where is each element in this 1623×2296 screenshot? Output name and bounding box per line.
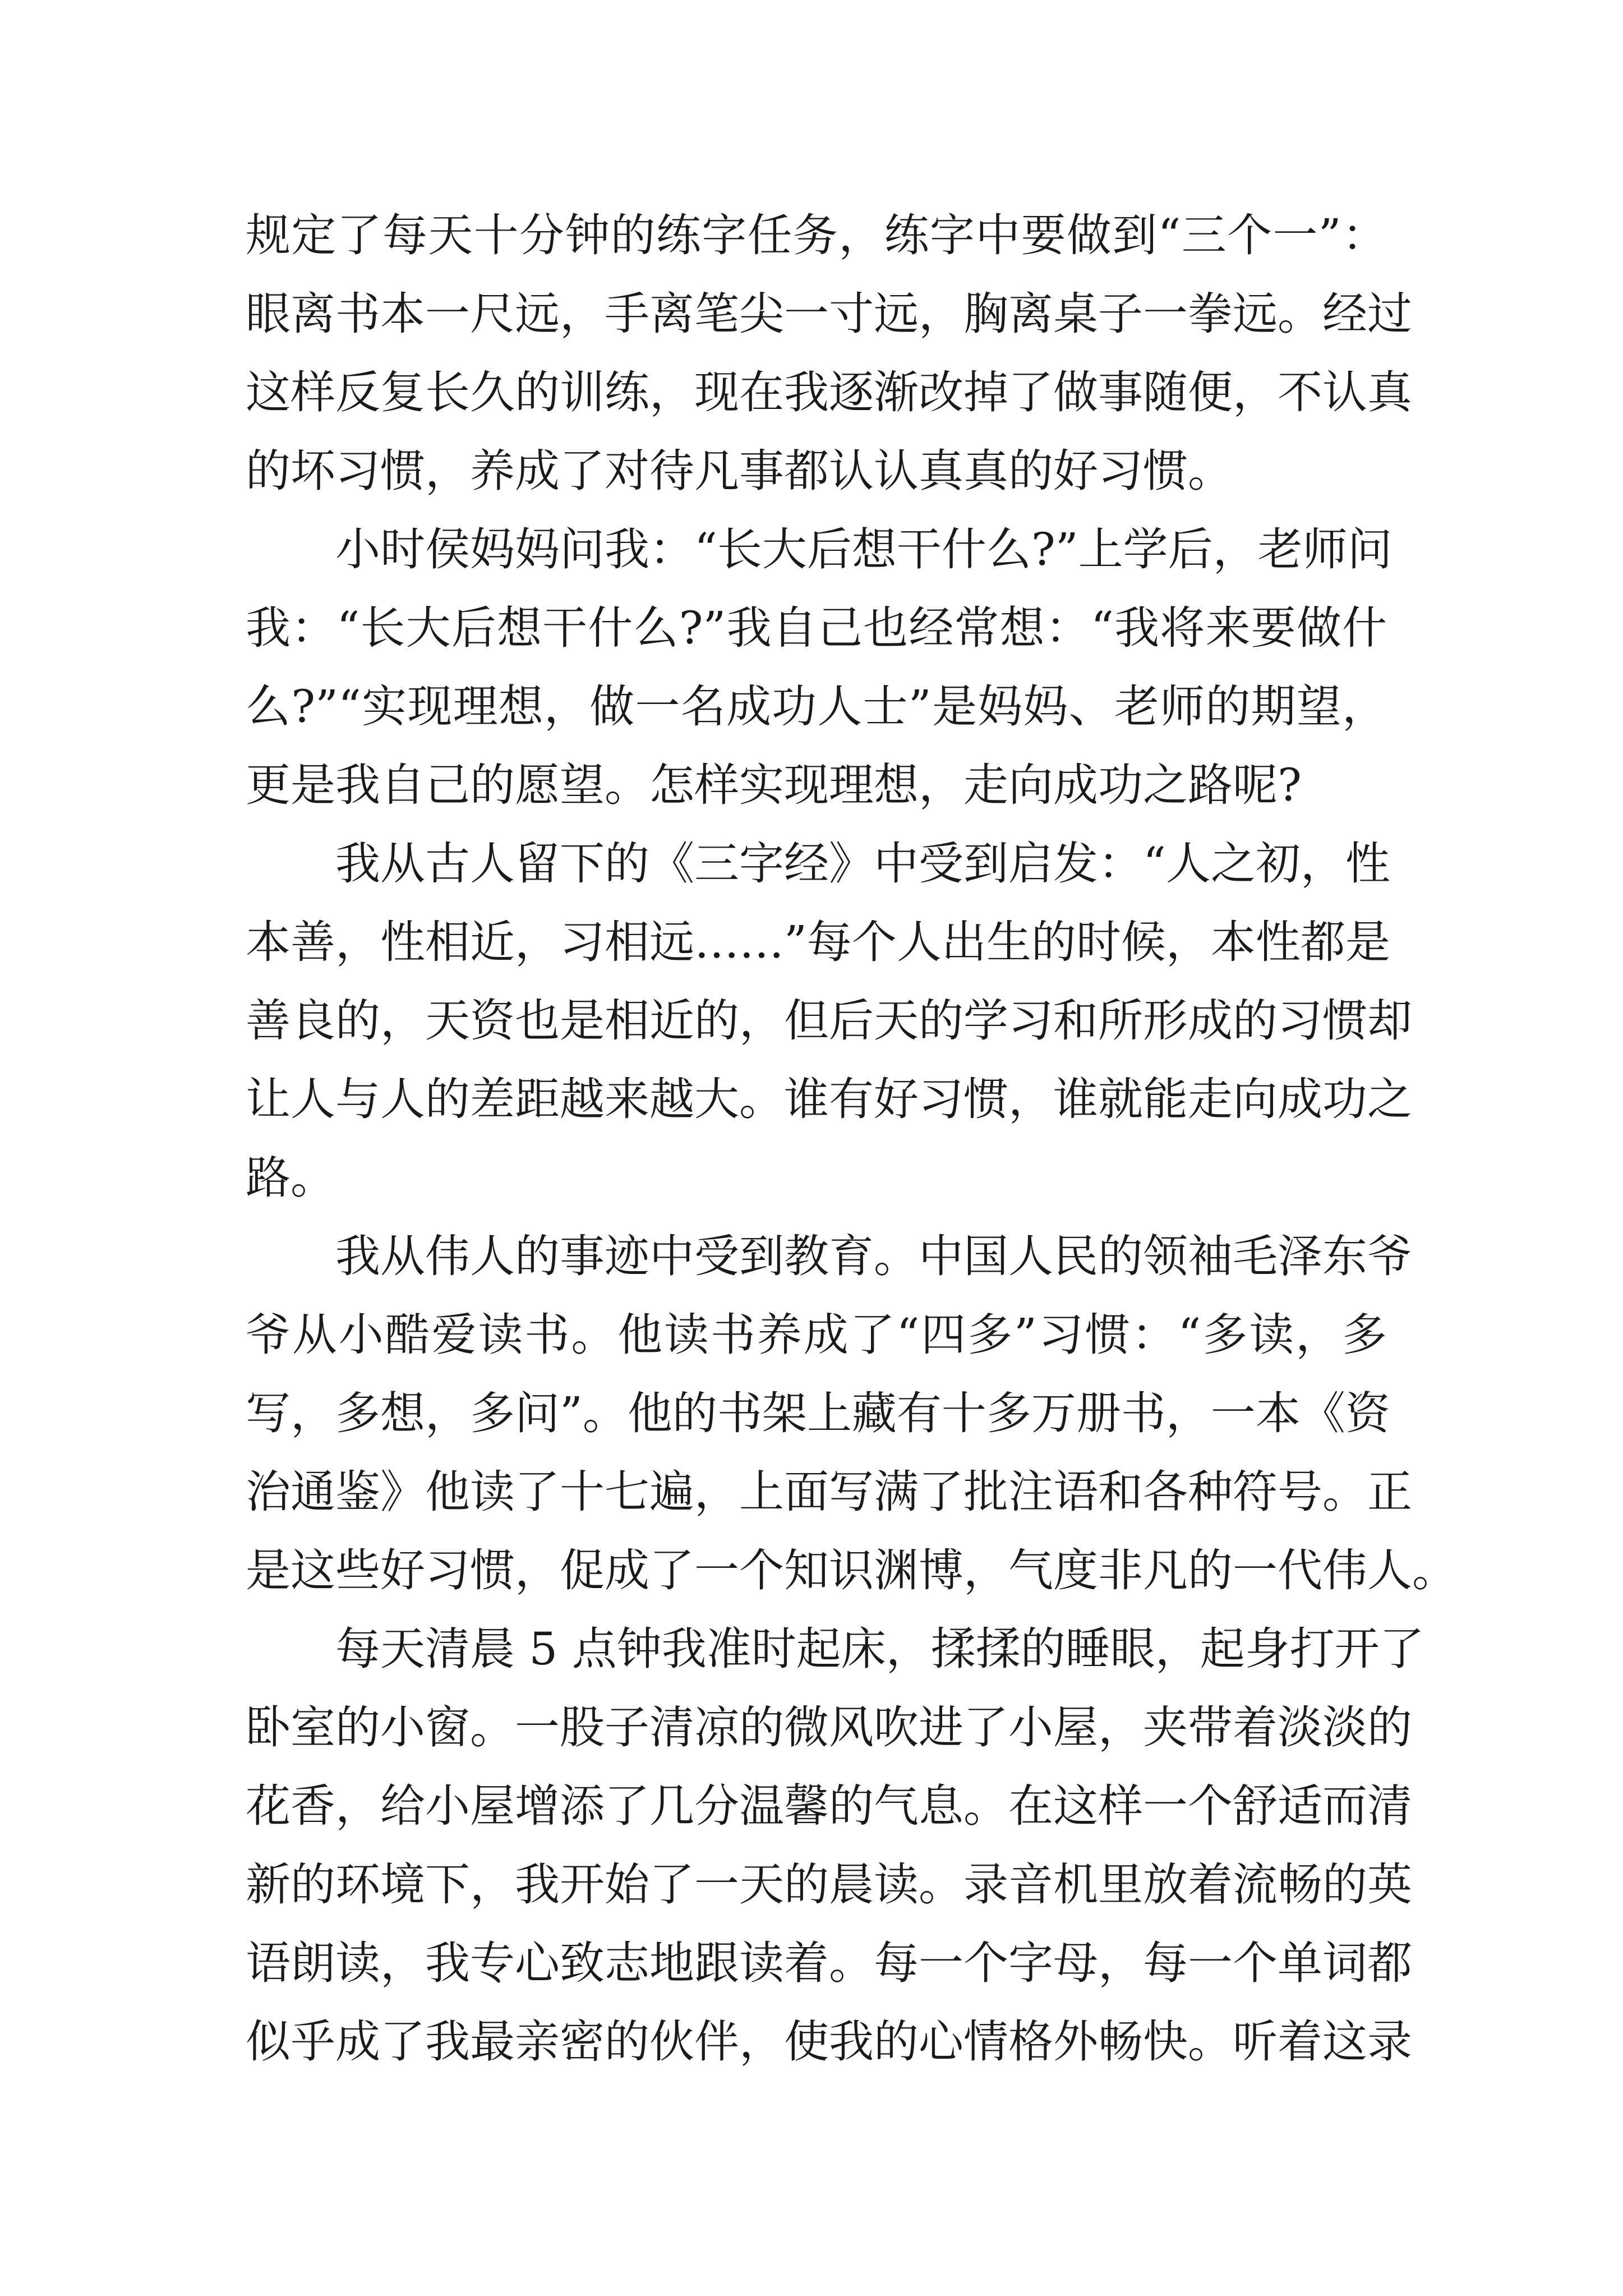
- text-line: 卧室的小窗。一股子清凉的微风吹进了小屋，夹带着淡淡的: [246, 1701, 1412, 1754]
- text-line: 是这些好习惯，促成了一个知识渊博，气度非凡的一代伟人。: [246, 1544, 1457, 1596]
- text-line: 写，多想，多问”。他的书架上藏有十多万册书，一本《资: [246, 1387, 1390, 1439]
- text-line: 么?”“实现理想，做一名成功人士”是妈妈、老师的期望，: [246, 680, 1387, 733]
- text-line: 让人与人的差距越来越大。谁有好习惯，谁就能走向成功之: [246, 1073, 1412, 1125]
- paragraph: [246, 1217, 1457, 1610]
- text-line: 花香，给小屋增添了几分温馨的气息。在这样一个舒适而清: [246, 1780, 1412, 1832]
- text-line: 善良的，天资也是相近的，但后天的学习和所形成的习惯却: [246, 995, 1412, 1047]
- text-line: 新的环境下，我开始了一天的晨读。录音机里放着流畅的英: [246, 1858, 1412, 1911]
- text-line: 小时侯妈妈问我：“长大后想干什么?”上学后，老师问: [335, 523, 1393, 576]
- text-line: 语朗读，我专心致志地跟读着。每一个字母，每一个单词都: [246, 1937, 1412, 1989]
- paragraph: [246, 825, 1412, 1217]
- text-line: 爷从小酷爱读书。他读书养成了“四多”习惯：“多读，多: [246, 1309, 1387, 1361]
- paragraph: [246, 510, 1393, 825]
- paragraph: [246, 196, 1412, 510]
- body-text: [246, 196, 1457, 2081]
- text-line: 我：“长大后想干什么?”我自己也经常想：“我将来要做什: [246, 602, 1387, 654]
- text-line: 规定了每天十分钟的练字任务，练字中要做到“三个一”：: [246, 209, 1387, 261]
- text-line: 每天清晨 5 点钟我准时起床，揉揉的睡眼，起身打开了: [335, 1623, 1424, 1675]
- text-line: 更是我自己的愿望。怎样实现理想，走向成功之路呢?: [246, 759, 1302, 811]
- text-line: 本善，性相近，习相远……”每个人出生的时候，本性都是: [246, 916, 1390, 968]
- text-line: 似乎成了我最亲密的伙伴，使我的心情格外畅快。听着这录: [246, 2016, 1412, 2068]
- text-line: 治通鉴》他读了十七遍，上面写满了批注语和各种符号。正: [246, 1466, 1412, 1518]
- text-line: 我从古人留下的《三字经》中受到启发：“人之初，性: [335, 838, 1390, 890]
- text-line: 的坏习惯，养成了对待凡事都认认真真的好习惯。: [246, 445, 1233, 497]
- paragraph: [246, 1610, 1424, 2081]
- text-line: 眼离书本一尺远，手离笔尖一寸远，胸离桌子一拳远。经过: [246, 288, 1412, 340]
- text-line: 路。: [246, 1152, 335, 1204]
- text-line: 这样反复长久的训练，现在我逐渐改掉了做事随便，不认真: [246, 366, 1412, 418]
- text-line: 我从伟人的事迹中受到教育。中国人民的领袖毛泽东爷: [335, 1230, 1412, 1282]
